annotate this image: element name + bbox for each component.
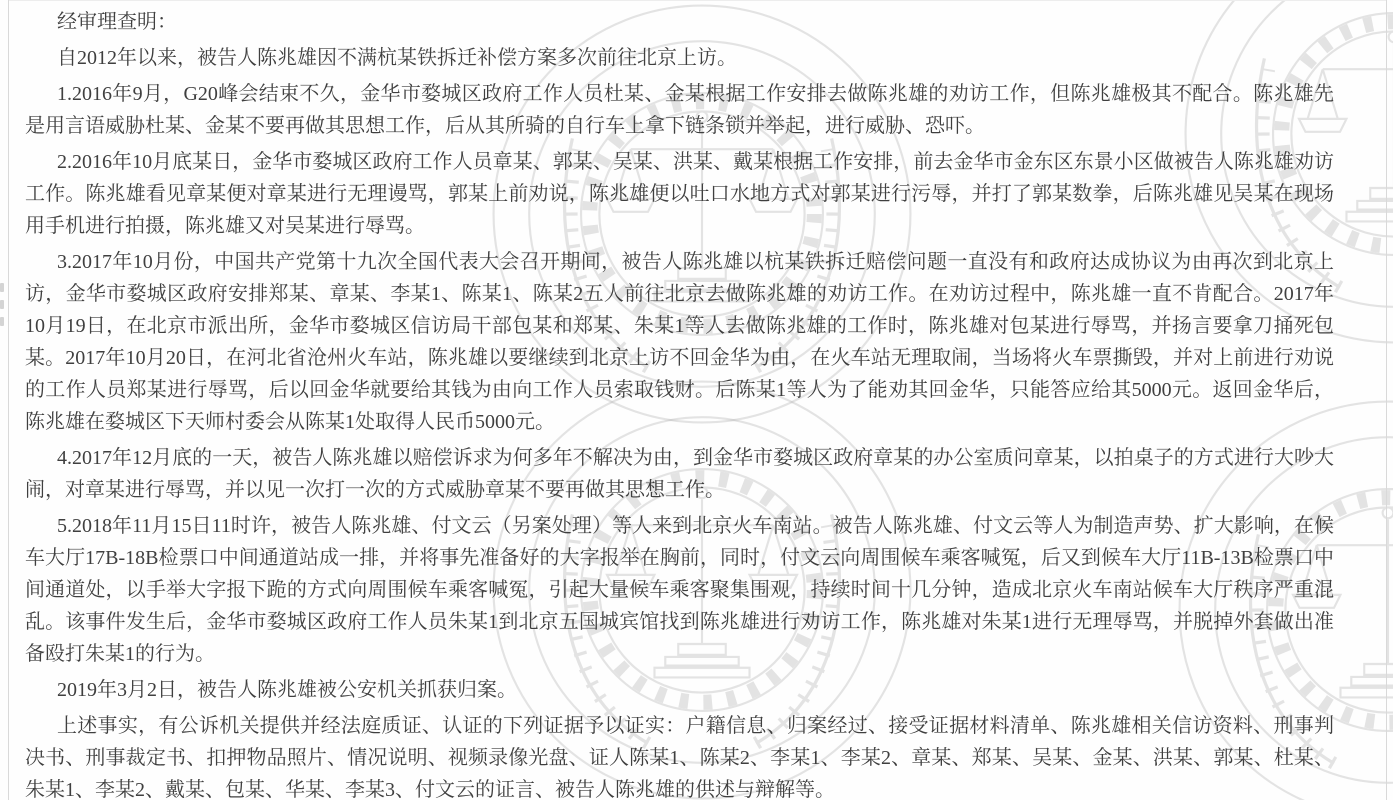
paragraph-incident-3: 3.2017年10月份，中国共产党第十九次全国代表大会召开期间，被告人陈兆雄以杭某铁拆迁赔偿问题一直没有和政府达成协议为由再次到北京上访，金华市婺城区政府安排郑某、章某、李某1、陈某1、陈某2五人前往北京去做陈兆雄的劝访工作。在劝访过程中，陈兆雄一直不肯配合。2017年10月19日，在北京市派出所，金华市婺城区信访局干部包某和郑某、朱某1等人去做陈兆雄的工作时，陈兆雄对包某进行辱骂，并扬言要拿刀捅死包某。2017年10月20日，在河北省沧州火车站，陈兆雄以要继续到北京上访不回金华为由，在火车站无理取闹，当场将火车票撕毁，并对上前进行劝说的工作人员郑某进行辱骂，后以回金华就要给其钱为由向工作人员索取钱财。后陈某1等人为了能劝其回金华，只能答应给其5000元。返回金华后，陈兆雄在婺城区下天师村委会从陈某1处取得人民币5000元。 <box>25 251 1334 433</box>
section-heading: 经审理查明： <box>57 11 177 33</box>
page-right-border <box>1386 0 1387 800</box>
page-top-border <box>9 0 1387 1</box>
paragraph-arrest: 2019年3月2日，被告人陈兆雄被公安机关抓获归案。 <box>57 679 517 701</box>
paragraph-incident-2: 2.2016年10月底某日，金华市婺城区政府工作人员章某、郭某、吴某、洪某、戴某根据工作安排，前去金华市金东区东景小区做被告人陈兆雄劝访工作。陈兆雄看见章某便对章某进行无理谩骂，郭某上前劝说，陈兆雄便以吐口水地方式对郭某进行污辱，并打了郭某数拳，后陈兆雄见吴某在现场用手机进行拍摄，陈兆雄又对吴某进行辱骂。 <box>25 151 1334 237</box>
page-left-border <box>8 0 9 800</box>
paragraph-incident-4: 4.2017年12月底的一天，被告人陈兆雄以赔偿诉求为何多年不解决为由，到金华市婺城区政府章某的办公室质问章某，以拍桌子的方式进行大吵大闹，对章某进行辱骂，并以见一次打一次的方式威胁章某不要再做其思想工作。 <box>25 447 1334 501</box>
paragraph-petition-background: 自2012年以来，被告人陈兆雄因不满杭某铁拆迁补偿方案多次前往北京上访。 <box>57 47 737 69</box>
paragraph-incident-5: 5.2018年11月15日11时许，被告人陈兆雄、付文云（另案处理）等人来到北京火车南站。被告人陈兆雄、付文云等人为制造声势、扩大影响，在候车大厅17B-18B检票口中间通道站成一排，并将事先准备好的大字报举在胸前，同时，付文云向周围候车乘客喊冤，后又到候车大厅11B-13B检票口中间通道处，以手举大字报下跪的方式向周围候车乘客喊冤，引起大量候车乘客聚集围观，持续时间十几分钟，造成北京火车南站候车大厅秩序严重混乱。该事件发生后，金华市婺城区政府工作人员朱某1到北京五国城宾馆找到陈兆雄进行劝访工作，陈兆雄对朱某1进行无理辱骂，并脱掉外套做出准备殴打朱某1的行为。 <box>25 515 1334 665</box>
document-body <box>9 0 1360 800</box>
paragraph-evidence-list: 上述事实，有公诉机关提供并经法庭质证、认证的下列证据予以证实：户籍信息、归案经过、接受证据材料清单、陈兆雄相关信访资料、刑事判决书、刑事裁定书、扣押物品照片、情况说明、视频录像光盘、证人陈某1、陈某2、李某1、李某2、章某、郑某、吴某、金某、洪某、郭某、杜某、朱某1、李某2、戴某、包某、华某、李某3、付文云的证言、被告人陈兆雄的供述与辩解等。 <box>25 715 1334 800</box>
paragraph-incident-1: 1.2016年9月，G20峰会结束不久，金华市婺城区政府工作人员杜某、金某根据工作安排去做陈兆雄的劝访工作，但陈兆雄极其不配合。陈兆雄先是用言语威胁杜某、金某不要再做其思想工作，后从其所骑的自行车上拿下链条锁并举起，进行威胁、恐吓。 <box>25 83 1334 137</box>
share-widget-sliver <box>0 283 4 334</box>
